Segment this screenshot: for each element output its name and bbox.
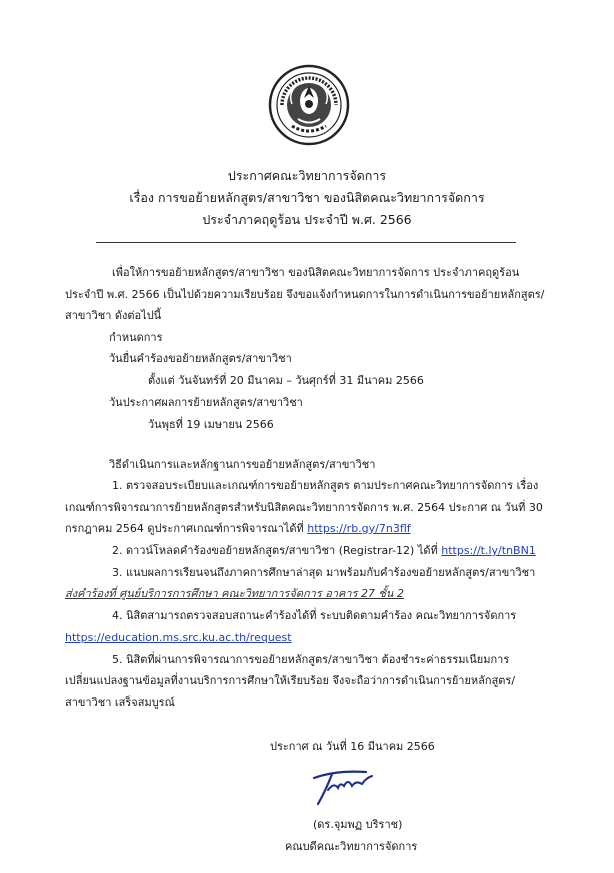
criteria-link[interactable]: https://rb.gy/7n3flf: [307, 522, 411, 535]
announcement-subject: เรื่อง การขอย้ายหลักสูตร/สาขาวิชา ของนิสิตคณะวิทยาการจัดการ: [129, 190, 485, 205]
submission-period-label: วันยื่นคำร้องขอย้ายหลักสูตร/สาขาวิชา: [109, 352, 292, 365]
step-5-line-1: 5. นิสิตที่ผ่านการพิจารณาการขอย้ายหลักสูตร/สาขาวิชา ต้องชำระค่าธรรมเนียมการ: [112, 653, 510, 666]
announcement-term: ประจำภาคฤดูร้อน ประจำปี พ.ศ. 2566: [202, 212, 412, 227]
intro-line-3: สาขาวิชา ดังต่อไปนี้: [65, 309, 162, 322]
step-5-line-3: สาขาวิชา เสร็จสมบูรณ์: [65, 696, 175, 709]
handwritten-signature: [306, 764, 378, 808]
request-tracking-link[interactable]: https://education.ms.src.ku.ac.th/request: [65, 631, 292, 644]
step-1-line-1: 1. ตรวจสอบระเบียบและเกณฑ์การขอย้ายหลักสูตร ตามประกาศคณะวิทยาการจัดการ เรื่อง: [112, 479, 539, 492]
intro-line-2: ประจำปี พ.ศ. 2566 เป็นไปด้วยความเรียบร้อย จึงขอแจ้งกำหนดการในการดำเนินการขอย้ายหลักสูตร/: [65, 288, 545, 301]
announcement-title: ประกาศคณะวิทยาการจัดการ: [227, 168, 387, 183]
step-3-line-1: 3. แนบผลการเรียนจนถึงภาคการศึกษาล่าสุด มาพร้อมกับคำร้องขอย้ายหลักสูตร/สาขาวิชา: [112, 566, 536, 579]
result-date-label: วันประกาศผลการย้ายหลักสูตร/สาขาวิชา: [109, 396, 303, 409]
university-seal-logo: [268, 64, 350, 146]
schedule-heading: กำหนดการ: [109, 331, 163, 344]
procedure-heading: วิธีดำเนินการและหลักฐานการขอย้ายหลักสูตร/สาขาวิชา: [109, 458, 376, 471]
step-2-line: [112, 544, 536, 558]
result-date-value: วันพุธที่ 19 เมษายน 2566: [148, 418, 274, 431]
step-4-line-1: 4. นิสิตสามารถตรวจสอบสถานะคำร้องได้ที่ ระบบติดตามคำร้อง คณะวิทยาการจัดการ: [112, 609, 517, 622]
step-1-line-3: [65, 522, 411, 536]
intro-line-1: เพื่อให้การขอย้ายหลักสูตร/สาขาวิชา ของนิสิตคณะวิทยาการจัดการ ประจำภาคฤดูร้อน: [112, 266, 520, 279]
form-download-link[interactable]: https://t.ly/tnBN1: [441, 544, 536, 557]
step-3-line-2: ส่งคำร้องที่ ศูนย์บริการการศึกษา คณะวิทยาการจัดการ อาคาร 27 ชั้น 2: [65, 587, 404, 600]
signer-title: คณบดีคณะวิทยาการจัดการ: [285, 840, 418, 853]
step-1-line-2: เกณฑ์การพิจารณาการย้ายหลักสูตรสำหรับนิสิตคณะวิทยาการจัดการ พ.ศ. 2564 ประกาศ ณ วันที่ 30: [65, 501, 543, 514]
step-1-text: กรกฎาคม 2564 ดูประกาศเกณฑ์การพิจารณาได้ที่: [65, 522, 304, 535]
announcement-date: ประกาศ ณ วันที่ 16 มีนาคม 2566: [270, 740, 435, 753]
submission-period-value: ตั้งแต่ วันจันทร์ที่ 20 มีนาคม – วันศุกร์ที่ 31 มีนาคม 2566: [148, 374, 424, 387]
title-divider: [96, 242, 516, 243]
step-2-text: 2. ดาวน์โหลดคำร้องขอย้ายหลักสูตร/สาขาวิชา (Registrar-12) ได้ที่: [112, 544, 438, 557]
step-5-line-2: เปลี่ยนแปลงฐานข้อมูลที่งานบริการการศึกษาให้เรียบร้อย จึงจะถือว่าการดำเนินการย้ายหลักสูตร/: [65, 674, 516, 687]
signer-name: (ดร.จุมพฏ บริราช): [313, 818, 403, 831]
